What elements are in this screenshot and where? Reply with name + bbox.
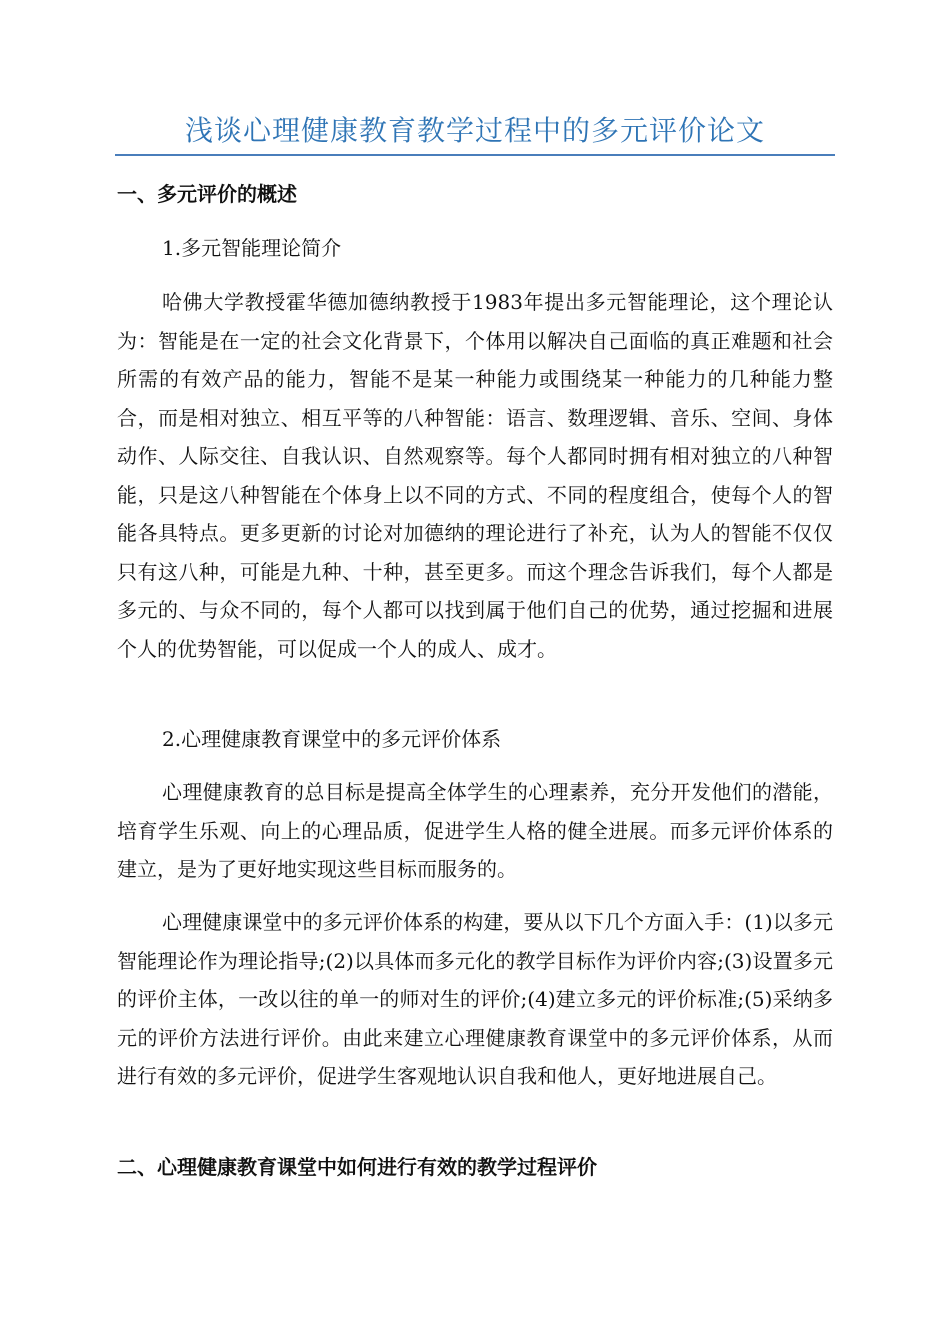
document-title: 浅谈心理健康教育教学过程中的多元评价论文: [184, 114, 765, 147]
section-heading-2: 二、心理健康教育课堂中如何进行有效的教学过程评价: [117, 1155, 597, 1179]
subsection-heading-2: 2.心理健康教育课堂中的多元评价体系: [162, 727, 502, 751]
paragraph-evaluation-system: 心理健康课堂中的多元评价体系的构建，要从以下几个方面入手：(1)以多元智能理论作为理论指导;(2)以具体而多元化的教学目标作为评价内容;(3)设置多元的评价主体，一改以往的单一的师对生的评价;(4)建立多元的评价标准;(5)采纳多元的评价方法进行评价。由此来建立心理健康教育课堂中的多元评价体系，从而进行有效的多元评价，促进学生客观地认识自我和他人，更好地进展自己。: [117, 910, 833, 1088]
section-heading-1: 一、多元评价的概述: [117, 182, 297, 206]
paragraph-education-goals: 心理健康教育的总目标是提高全体学生的心理素养，充分开发他们的潜能，培育学生乐观、向上的心理品质，促进学生人格的健全进展。而多元评价体系的建立，是为了更好地实现这些目标而服务的。: [117, 780, 833, 881]
paragraph-multiple-intelligences: 哈佛大学教授霍华德加德纳教授于1983年提出多元智能理论，这个理论认为：智能是在一定的社会文化背景下，个体用以解决自己面临的真正难题和社会所需的有效产品的能力，智能不是某一种能力或围绕某一种能力的几种能力整合，而是相对独立、相互平等的八种智能：语言、数理逻辑、音乐、空间、身体动作、人际交往、自我认识、自然观察等。每个人都同时拥有相对独立的八种智能，只是这八种智能在个体身上以不同的方式、不同的程度组合，使每个人的智能各具特点。更多更新的讨论对加德纳的理论进行了补充，认为人的智能不仅仅只有这八种，可能是九种、十种，甚至更多。而这个理念告诉我们，每个人都是多元的、与众不同的，每个人都可以找到属于他们自己的优势，通过挖掘和进展个人的优势智能，可以促成一个人的成人、成才。: [117, 290, 833, 661]
subsection-heading-1: 1.多元智能理论简介: [162, 236, 342, 260]
title-underline: [115, 154, 835, 156]
